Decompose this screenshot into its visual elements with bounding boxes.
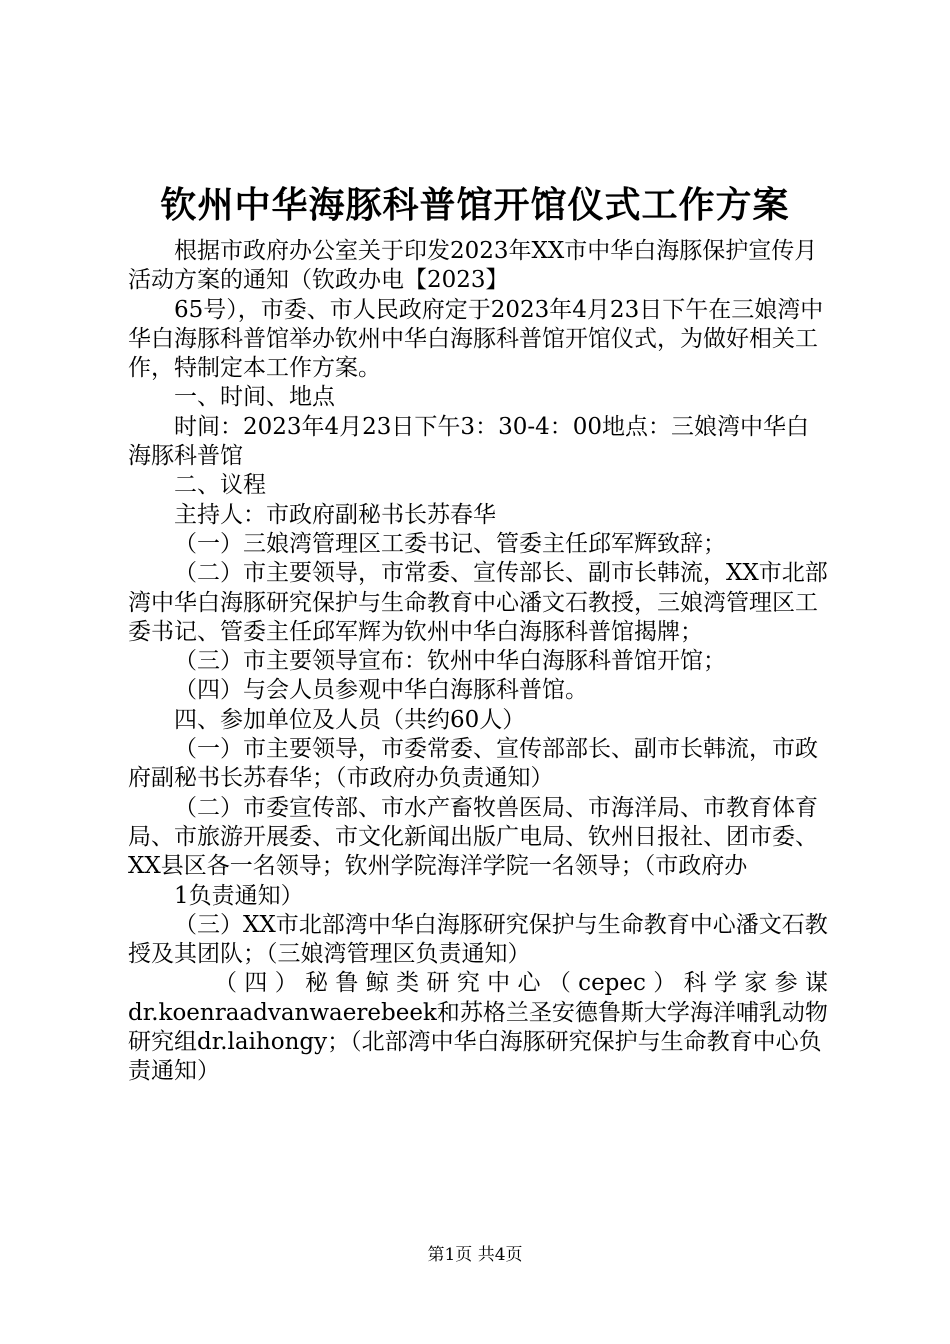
section-heading-participants: 四、参加单位及人员（共约60人） xyxy=(174,706,526,733)
section-heading-time-place: 一、时间、地点 xyxy=(174,384,335,411)
participants-item-4-cont: dr.koenraadvanwaerebeek和苏格兰圣安德鲁斯大学海洋哺乳动物研究组dr.laihongy；（北部湾中华白海豚研究保护与生命教育中心负责通知） xyxy=(128,999,828,1085)
document-body xyxy=(128,237,828,1087)
participants-item-1: （一）市主要领导，市委常委、宣传部部长、副市长韩流，市政府副秘书长苏春华；（市政府办负责通知） xyxy=(128,736,818,792)
paragraph-time-place: 时间：2023年4月23日下午3：30-4：00地点：三娘湾中华白海豚科普馆 xyxy=(128,413,810,470)
agenda-item-1: （一）三娘湾管理区工委书记、管委主任邱军辉致辞； xyxy=(174,530,726,557)
paragraph-intro: 根据市政府办公室关于印发2023年XX市中华白海豚保护宣传月活动方案的通知（钦政办电【2023】 xyxy=(128,238,818,294)
participants-item-4: （四）秘鲁鲸类研究中心（cepec）科学家参谋 xyxy=(214,970,828,997)
agenda-item-3: （三）市主要领导宣布：钦州中华白海豚科普馆开馆； xyxy=(174,648,726,675)
participants-item-2: （二）市委宣传部、市水产畜牧兽医局、市海洋局、市教育体育局、市旅游开展委、市文化新闻出版广电局、钦州日报社、团市委、XX县区各一名领导；钦州学院海洋学院一名领导；（市政府办 xyxy=(128,794,818,880)
participants-item-3: （三）XX市北部湾中华白海豚研究保护与生命教育中心潘文石教授及其团队；（三娘湾管理区负责通知） xyxy=(128,911,828,968)
paragraph-intro-cont: 65号），市委、市人民政府定于2023年4月23日下午在三娘湾中华白海豚科普馆举办钦州中华白海豚科普馆开馆仪式，为做好相关工作，特制定本工作方案。 xyxy=(128,296,824,382)
agenda-item-4: （四）与会人员参观中华白海豚科普馆。 xyxy=(174,677,588,704)
document-title: 钦州中华海豚科普馆开馆仪式工作方案 xyxy=(160,184,790,226)
page-indicator: 第1页 共4页 xyxy=(427,1245,523,1265)
agenda-item-2: （二）市主要领导，市常委、宣传部长、副市长韩流，XX市北部湾中华白海豚研究保护与生命教育中心潘文石教授，三娘湾管理区工委书记、管委主任邱军辉为钦州中华白海豚科普馆揭牌； xyxy=(128,560,828,645)
section-heading-agenda: 二、议程 xyxy=(174,472,266,499)
paragraph-host: 主持人：市政府副秘书长苏春华 xyxy=(174,501,496,528)
participants-item-2-cont: 1负责通知） xyxy=(174,882,304,909)
